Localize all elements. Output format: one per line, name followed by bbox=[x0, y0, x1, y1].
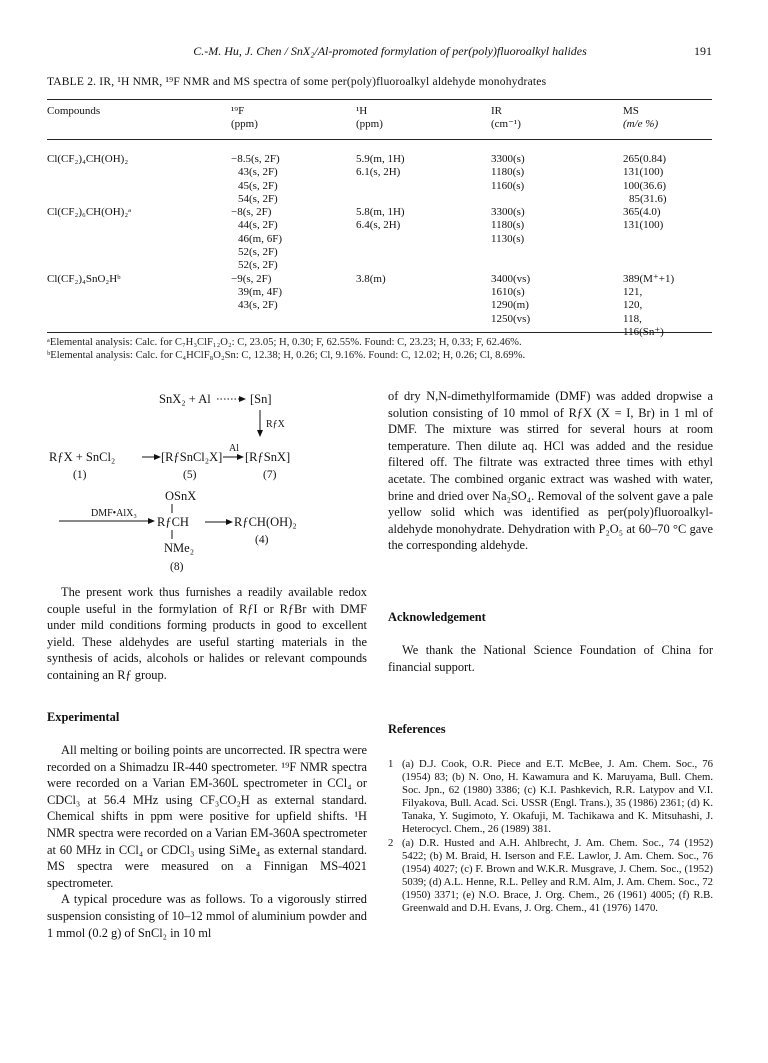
table-header-1h: ¹H (ppm) bbox=[356, 105, 383, 131]
spectra-table bbox=[47, 101, 712, 339]
scheme-reagent: DMF•AlX₃ bbox=[91, 508, 137, 519]
table-footnotes bbox=[47, 336, 712, 362]
intro-paragraph: The present work thus furnishes a readily available redox couple useful in the formylation of RƒI or RƒBr with DMF under mild conditions forming products in good to excellent yield. These aldehydes are useful starting materials in the synthesis of acids, alcohols or halides or relevant compounds containing an Rƒ group. bbox=[47, 585, 367, 682]
reference-item: 2 (a) D.R. Husted and A.H. Ahlbrecht, J. Am. Chem. Soc., 74 (1952) 5422; (b) M. Braid, H. Iserson and F.E. Lawlor, J. Am. Chem. Soc., 76 (1954) 4027; (c) F. Brown and W.K.R. Musgrave, J. Chem. Soc., (1952) 5039; (d) A.L. Henne, R.L. Pelley and R.M. Alm, J. Am. Chem. Soc., 72 (1950) 3371; (e) N.O. Brace, J. Org. Chem., 26 (1961) 4005; (f) R.B. Greenwald and D.H. Evans, J. Org. Chem., 41 (1976) 1470. bbox=[388, 836, 713, 915]
experimental-heading: Experimental bbox=[47, 710, 120, 724]
table-header-19f: ¹⁹F (ppm) bbox=[231, 105, 258, 131]
table-top-rule bbox=[47, 99, 712, 100]
procedure-continuation: of dry N,N-dimethylformamide (DMF) was added dropwise a solution consisting of 10 mmol of RƒX (X = I, Br) in 1 ml of DMF. The mixture was stirred for several hours at room temperature. Then dilute aq. HCl was added and the residue filtered off. The filtrate was extracted three times with ethyl acetate. The combined organic extract was washed with water, brine and dried over Na₂SO₄. Removal of the solvent gave a pale yellow solid which was identified as per(poly)fluoroalkyl-aldehyde monohydrate. Dehydration with P₂O₅ at 60–70 °C gave the corresponding aldehyde. bbox=[388, 389, 713, 553]
experimental-text bbox=[47, 742, 367, 941]
ir-cell: 3400(vs) 1610(s) 1290(m) 1250(vs) bbox=[491, 272, 531, 325]
scheme-rfx-sncl2: RƒX + SnCl₂ bbox=[49, 450, 116, 464]
compound-number-1: (1) bbox=[73, 469, 87, 481]
acknowledgement-heading: Acknowledgement bbox=[388, 610, 486, 624]
compound-cell: Cl(CF₂)₄SnO₂Hᵇ bbox=[47, 272, 121, 285]
scheme-product: RƒCH(OH)₂ bbox=[234, 515, 297, 529]
table-row bbox=[47, 206, 712, 272]
scheme-intermediate-5: [RƒSnCl₂X] bbox=[161, 450, 223, 464]
table-header-ms: MS (m/e %) bbox=[623, 105, 659, 131]
ir-cell: 3300(s) 1180(s) 1160(s) bbox=[491, 153, 525, 192]
scheme-sn: [Sn] bbox=[250, 392, 272, 406]
page-number: 191 bbox=[694, 44, 712, 58]
experimental-paragraph-2: A typical procedure was as follows. To a vigorously stirred suspension consisting of 10–12 mmol of aluminium powder and 1 mmol (0.2 g) of SnCl₂ in 10 ml bbox=[47, 892, 367, 940]
f19-cell: −8(s, 2F) 44(s, 2F) 46(m, 6F) 52(s, 2F) 52(s, 2F) bbox=[231, 206, 282, 272]
footnote-a: ᵃElemental analysis: Calc. for C₇H₃ClF₁₂O₂: C, 23.05; H, 0.30; F, 62.55%. Found: C, 23.23; H, 0.33; F, 62.46%. bbox=[47, 337, 522, 348]
compound-number-8: (8) bbox=[170, 561, 184, 573]
table-header-compounds: Compounds bbox=[47, 105, 101, 117]
ir-cell: 3300(s) 1180(s) 1130(s) bbox=[491, 206, 525, 245]
compound-number-4: (4) bbox=[255, 534, 269, 546]
h1-cell: 5.9(m, 1H) 6.1(s, 2H) bbox=[356, 153, 405, 179]
scheme-rfch: RƒCH bbox=[157, 515, 189, 529]
ms-cell: 365(4.0) 131(100) bbox=[623, 206, 664, 232]
scheme-osnx: OSnX bbox=[165, 489, 197, 503]
acknowledgement-text: We thank the National Science Foundation of China for financial support. bbox=[388, 643, 713, 674]
f19-cell: −8.5(s, 2F) 43(s, 2F) 45(s, 2F) 54(s, 2F) bbox=[231, 153, 280, 205]
compound-number-7: (7) bbox=[263, 469, 277, 481]
reaction-scheme bbox=[47, 388, 367, 578]
footnote-b: ᵇElemental analysis: Calc. for C₄HClF₈O₂Sn: C, 12.38; H, 0.26; Cl, 9.16%. Found: C, 12.02; H, 0.26; Cl, 8.69%. bbox=[47, 350, 526, 361]
references-list bbox=[388, 758, 713, 915]
table-row bbox=[47, 273, 712, 339]
scheme-snx2-al: SnX₂ + Al bbox=[159, 392, 211, 406]
h1-cell: 3.8(m) bbox=[356, 272, 386, 285]
compound-cell: Cl(CF₂)₆CH(OH)₂ᵃ bbox=[47, 206, 132, 219]
h1-cell: 5.8(m, 1H) 6.4(s, 2H) bbox=[356, 206, 405, 232]
table-caption: TABLE 2. IR, ¹H NMR, ¹⁹F NMR and MS spectra of some per(poly)fluoroalkyl aldehyde monohydrates bbox=[47, 76, 547, 88]
table-row bbox=[47, 145, 712, 206]
f19-cell: −9(s, 2F) 39(m, 4F) 43(s, 2F) bbox=[231, 272, 282, 312]
scheme-al-label: Al bbox=[229, 443, 239, 454]
ms-cell: 389(M⁺+1) 121, 120, 118, 116(Sn⁺) bbox=[623, 272, 675, 338]
scheme-nme2: NMe₂ bbox=[164, 541, 195, 555]
references-heading: References bbox=[388, 722, 446, 736]
running-header: C.-M. Hu, J. Chen / SnX₂/Al-promoted formylation of per(poly)fluoroalkyl halides bbox=[193, 44, 587, 58]
compound-cell: Cl(CF₂)₄CH(OH)₂ bbox=[47, 153, 129, 165]
compound-number-5: (5) bbox=[183, 469, 197, 481]
scheme-rfx-label: RƒX bbox=[266, 419, 285, 430]
table-header-ir: IR (cm⁻¹) bbox=[491, 105, 521, 131]
reference-item: 1 (a) D.J. Cook, O.R. Piece and E.T. McBee, J. Am. Chem. Soc., 76 (1954) 83; (b) N. Ono, H. Kawamura and K. Maruyama, Bull. Chem. Soc. Jpn., 62 (1980) 3386; (c) K.I. Pashkevich, R.R. Latypov and V.I. Filyakova, Bull. Acad. Sci. USSR (Engl. Trans.), 35 (1986) 2361; (d) K. Tanaka, Y. Sugimoto, Y. Okafuji, M. Tachikawa and K. Mitsuhashi, J. Heterocycl. Chem., 26 (1989) 381. bbox=[388, 758, 713, 836]
experimental-paragraph-1: All melting or boiling points are uncorrected. IR spectra were recorded on a Shimadzu IR-440 spectrometer. ¹⁹F NMR spectra were recorded on a Varian EM-360L spectrometer in CCl₄ or CDCl₃ at 56.4 MHz using CF₃CO₂H as external standard. Chemical shifts in ppm were positive for upfield shifts. ¹H NMR spectra were recorded on a Varian EM-360A spectrometer at 60 MHz in CCl₄ or CDCl₃ using SiMe₄ as external standard. MS spectra were measured on a Finnigan MS-4021 spectrometer. bbox=[47, 743, 367, 890]
scheme-intermediate-7: [RƒSnX] bbox=[245, 450, 291, 464]
ms-cell: 265(0.84) 131(100) 100(36.6) 85(31.6) bbox=[623, 153, 667, 205]
